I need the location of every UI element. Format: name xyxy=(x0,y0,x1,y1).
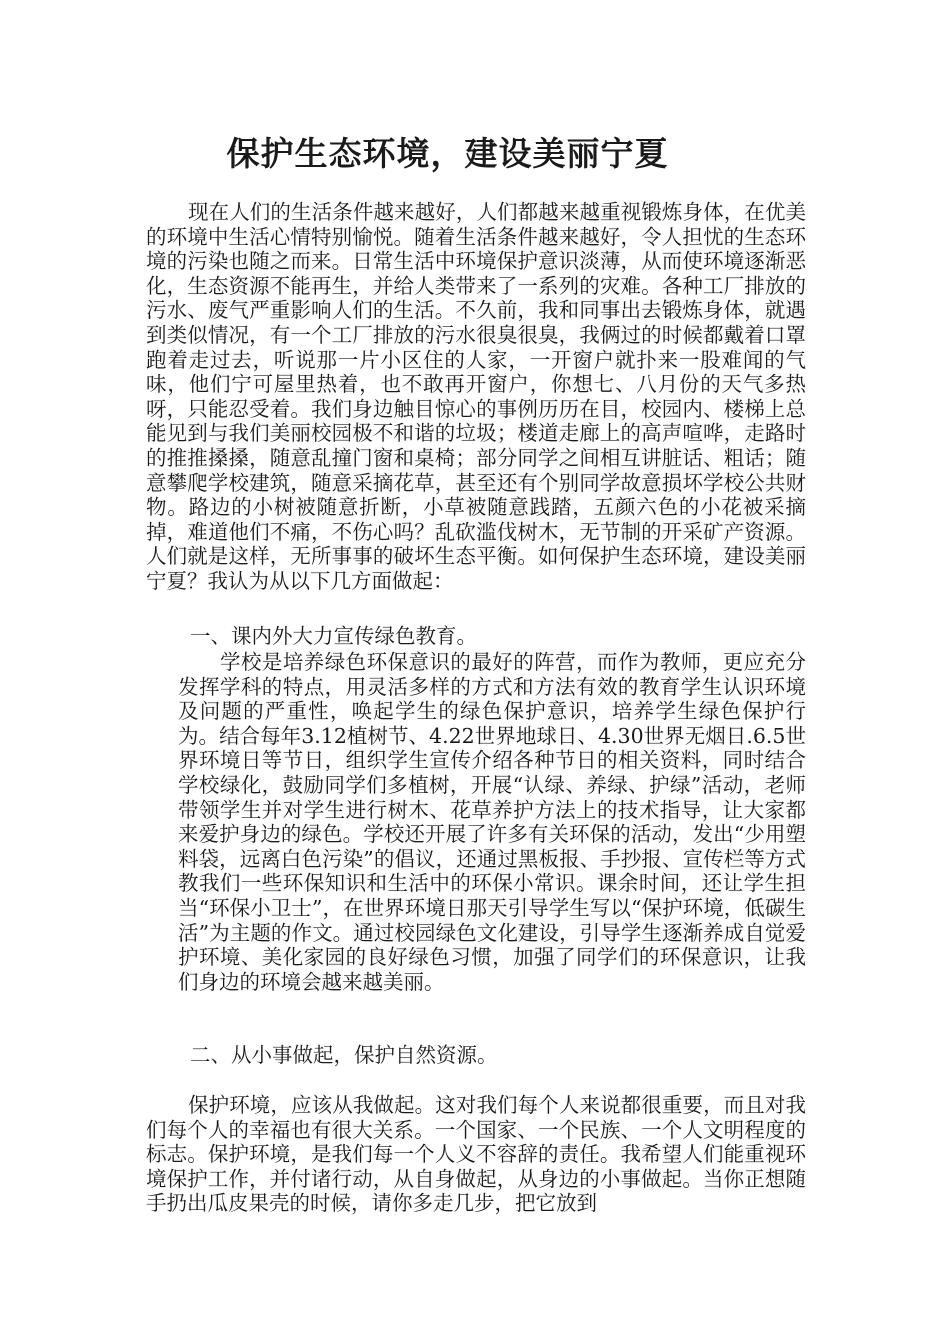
section-1-paragraph: 学校是培养绿色环保意识的最好的阵营，而作为教师，更应充分发挥学科的特点，用灵活多样的方式和方法有效的教育学生认识环境及问题的严重性，唤起学生的绿色保护意识，培养学生绿色保护行为。结合每年3.12植树节、4.22世界地球日、4.30世界无烟日.6.5世界环境日等节日，组织学生宣传介绍各种节日的相关资料，同时结合学校绿化，鼓励同学们多植树，开展“认绿、养绿、护绿”活动，老师带领学生并对学生进行树木、花草养护方法上的技术指导，让大家都来爱护身边的绿色。学校还开展了许多有关环保的活动，发出“少用塑料袋，远离白色污染”的倡议，还通过黑板报、手抄报、宣传栏等方式教我们一些环保知识和生活中的环保小常识。课余时间，还让学生担当“环保小卫士”，在世界环境日那天引导学生写以“保护环境，低碳生活”为主题的作文。通过校园绿色文化建设，引导学生逐渐养成自觉爱护环境、美化家园的良好绿色习惯，加强了同学们的环保意识，让我们身边的环境会越来越美丽。 xyxy=(178,650,806,994)
section-heading-1: 一、课内外大力宣传绿色教育。 xyxy=(190,624,477,648)
intro-paragraph: 现在人们的生活条件越来越好，人们都越来越重视锻炼身体，在优美的环境中生活心情特别愉悦。随着生活条件越来越好，令人担忧的生态环境的污染也随之而来。日常生活中环境保护意识淡薄，从而使环境逐渐恶化，生态资源不能再生，并给人类带来了一系列的灾难。各种工厂排放的污水、废气严重影响人们的生活。不久前，我和同事出去锻炼身体，就遇到类似情况，有一个工厂排放的污水很臭很臭，我俩过的时候都戴着口罩跑着走过去，听说那一片小区住的人家，一开窗户就扑来一股难闻的气味，他们宁可屋里热着，也不敢再开窗户，你想七、八月份的天气多热呀，只能忍受着。我们身边触目惊心的事例历历在目，校园内、楼梯上总能见到与我们美丽校园极不和谐的垃圾；楼道走廊上的高声喧哗，走路时的推推搡搡，随意乱撞门窗和桌椅；部分同学之间相互讲脏话、粗话；随意攀爬学校建筑，随意采摘花草，甚至还有个别同学故意损坏学校公共财物。路边的小树被随意折断，小草被随意践踏，五颜六色的小花被采摘掉，难道他们不痛，不伤心吗？乱砍滥伐树木，无节制的开采矿产资源。人们就是这样，无所事事的破坏生态平衡。如何保护生态环境，建设美丽宁夏？我认为从以下几方面做起： xyxy=(146,200,806,593)
section-2-paragraph: 保护环境，应该从我做起。这对我们每个人来说都很重要，而且对我们每个人的幸福也有很大关系。一个国家、一个民族、一个人文明程度的标志。保护环境，是我们每一个人义不容辞的责任。我希望人们能重视环境保护工作，并付诸行动，从自身做起，从身边的小事做起。当你正想随手扔出瓜皮果壳的时候，请你多走几步，把它放到 xyxy=(146,1093,806,1216)
document-title: 保护生态环境，建设美丽宁夏 xyxy=(226,134,669,173)
section-heading-2: 二、从小事做起，保护自然资源。 xyxy=(190,1043,498,1067)
